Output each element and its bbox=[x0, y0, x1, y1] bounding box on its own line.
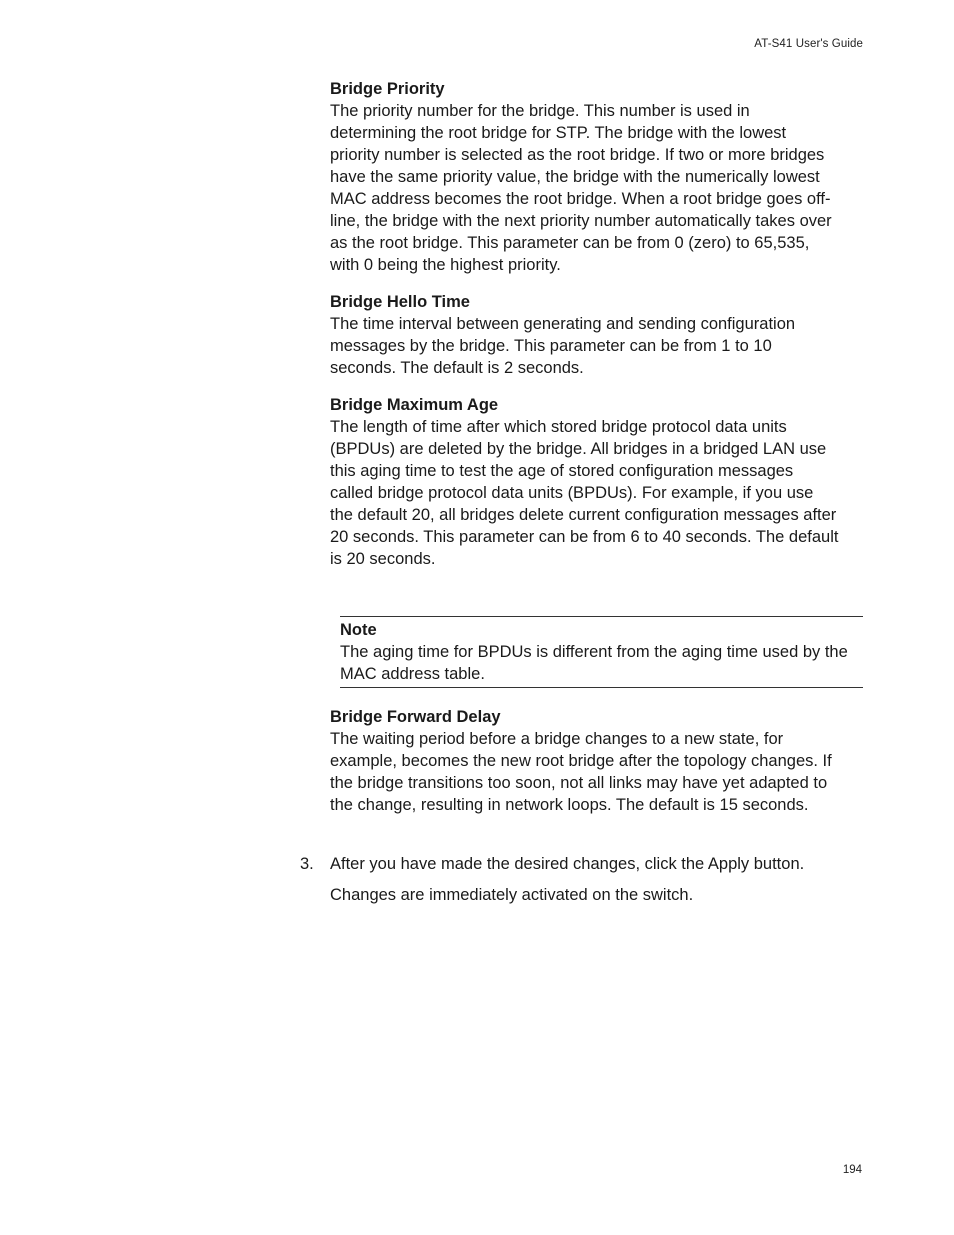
note-title: Note bbox=[340, 621, 377, 639]
step-text: After you have made the desired changes, click the Apply button. bbox=[330, 855, 805, 873]
term-description: The time interval between generating and sending configuration messages by the bridge. This parameter can be from 1 to 10 seconds. The default is 2 seconds. bbox=[330, 315, 796, 377]
parameter-list-bottom bbox=[330, 706, 840, 831]
step-followup-text: Changes are immediately activated on the switch. bbox=[330, 886, 694, 904]
running-header: AT-S41 User's Guide bbox=[754, 38, 863, 50]
note-text: The aging time for BPDUs is different from the aging time used by the MAC address table. bbox=[340, 643, 848, 683]
term-bridge-hello-time bbox=[330, 291, 840, 379]
term-bridge-maximum-age bbox=[330, 394, 840, 570]
term-bridge-priority bbox=[330, 78, 840, 276]
term-description: The waiting period before a bridge changes to a new state, for example, becomes the new root bridge after the topology changes. If the bridge transitions too soon, not all links may have yet adapted to the change, resulting in network loops. The default is 15 seconds. bbox=[330, 730, 832, 814]
parameter-list-top bbox=[330, 78, 840, 585]
page-number: 194 bbox=[842, 1164, 862, 1176]
term-bridge-forward-delay bbox=[330, 706, 840, 816]
term-title: Bridge Forward Delay bbox=[330, 708, 501, 726]
term-description: The priority number for the bridge. This number is used in determining the root bridge for STP. The bridge with the lowest priority number is selected as the root bridge. If two or more bridges have the same priority value, the bridge with the numerically lowest MAC address becomes the root bridge. When a root bridge goes off-line, the bridge with the next priority number automatically takes over as the root bridge. This parameter can be from 0 (zero) to 65,535, with 0 being the highest priority. bbox=[330, 102, 832, 274]
term-title: Bridge Hello Time bbox=[330, 293, 470, 311]
term-title: Bridge Maximum Age bbox=[330, 396, 499, 414]
term-description: The length of time after which stored bridge protocol data units (BPDUs) are deleted by the bridge. All bridges in a bridged LAN use this aging time to test the age of stored configuration messages called bridge protocol data units (BPDUs). For example, if you use the default 20, all bridges delete current configuration messages after 20 seconds. This parameter can be from 6 to 40 seconds. The default is 20 seconds. bbox=[330, 418, 839, 568]
term-title: Bridge Priority bbox=[330, 80, 445, 98]
step-number: 3. bbox=[300, 855, 314, 873]
note-box bbox=[340, 616, 863, 688]
